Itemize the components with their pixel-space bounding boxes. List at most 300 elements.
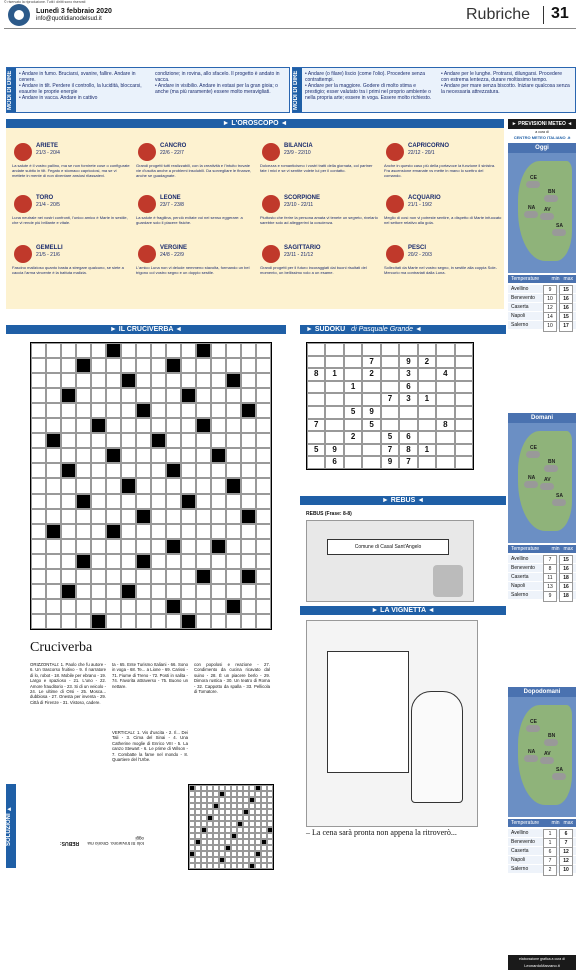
crossword-cell[interactable] [181,403,196,418]
crossword-cell[interactable] [256,343,271,358]
crossword-cell[interactable] [136,478,151,493]
crossword-cell[interactable] [211,584,226,599]
crossword-cell[interactable] [46,524,61,539]
crossword-cell[interactable] [196,614,211,629]
crossword-cell[interactable] [121,524,136,539]
crossword-cell[interactable] [256,478,271,493]
crossword-cell[interactable] [91,373,106,388]
crossword-cell[interactable] [61,418,76,433]
crossword-cell[interactable] [211,388,226,403]
sudoku-cell[interactable] [325,406,343,419]
crossword-cell[interactable] [166,539,181,554]
sudoku-cell[interactable] [307,381,325,394]
crossword-cell[interactable] [166,524,181,539]
crossword-cell[interactable] [241,614,256,629]
sudoku-cell[interactable] [307,343,325,356]
crossword-cell[interactable] [121,584,136,599]
crossword-cell[interactable] [46,584,61,599]
crossword-cell[interactable] [136,524,151,539]
crossword-cell[interactable] [61,509,76,524]
sudoku-cell[interactable] [455,406,473,419]
crossword-cell[interactable] [151,539,166,554]
sudoku-cell[interactable] [436,356,454,369]
crossword-cell[interactable] [136,463,151,478]
crossword-cell[interactable] [211,554,226,569]
crossword-cell[interactable] [256,433,271,448]
sudoku-cell[interactable] [418,456,436,469]
crossword-cell[interactable] [181,554,196,569]
crossword-cell[interactable] [196,388,211,403]
crossword-cell[interactable] [241,388,256,403]
crossword-cell[interactable] [76,524,91,539]
crossword-cell[interactable] [211,358,226,373]
crossword-cell[interactable] [241,418,256,433]
crossword-cell[interactable] [196,448,211,463]
crossword-cell[interactable] [106,343,121,358]
crossword-cell[interactable] [136,569,151,584]
crossword-cell[interactable] [181,614,196,629]
crossword-cell[interactable] [61,494,76,509]
crossword-cell[interactable] [256,509,271,524]
crossword-cell[interactable] [226,509,241,524]
sudoku-cell[interactable] [344,419,362,432]
crossword-cell[interactable] [136,418,151,433]
crossword-cell[interactable] [61,463,76,478]
crossword-cell[interactable] [181,448,196,463]
crossword-cell[interactable] [256,418,271,433]
crossword-cell[interactable] [196,373,211,388]
crossword-cell[interactable] [226,599,241,614]
crossword-cell[interactable] [181,569,196,584]
crossword-cell[interactable] [46,494,61,509]
crossword-cell[interactable] [31,403,46,418]
crossword-cell[interactable] [76,448,91,463]
crossword-cell[interactable] [106,599,121,614]
crossword-cell[interactable] [226,539,241,554]
crossword-cell[interactable] [211,463,226,478]
crossword-cell[interactable] [76,373,91,388]
sudoku-cell[interactable] [362,381,380,394]
sudoku-cell[interactable] [344,456,362,469]
crossword-cell[interactable] [151,478,166,493]
crossword-cell[interactable] [241,584,256,599]
sudoku-cell[interactable] [436,406,454,419]
crossword-cell[interactable] [61,554,76,569]
crossword-cell[interactable] [241,494,256,509]
crossword-cell[interactable] [106,539,121,554]
crossword-cell[interactable] [151,614,166,629]
crossword-cell[interactable] [211,509,226,524]
crossword-cell[interactable] [31,569,46,584]
crossword-cell[interactable] [226,569,241,584]
sudoku-cell[interactable] [362,431,380,444]
crossword-cell[interactable] [46,509,61,524]
sudoku-cell[interactable] [307,356,325,369]
crossword-cell[interactable] [241,478,256,493]
crossword-cell[interactable] [241,448,256,463]
sudoku-cell[interactable] [381,368,399,381]
crossword-cell[interactable] [136,494,151,509]
crossword-cell[interactable] [241,524,256,539]
crossword-cell[interactable] [166,403,181,418]
crossword-cell[interactable] [256,524,271,539]
crossword-cell[interactable] [46,569,61,584]
crossword-cell[interactable] [226,448,241,463]
crossword-cell[interactable] [256,373,271,388]
crossword-cell[interactable] [121,478,136,493]
header-email[interactable]: info@quotidianodelsud.it [36,16,102,22]
sudoku-cell[interactable] [362,444,380,457]
crossword-cell[interactable] [121,358,136,373]
crossword-cell[interactable] [31,418,46,433]
crossword-cell[interactable] [76,494,91,509]
crossword-cell[interactable] [181,584,196,599]
crossword-cell[interactable] [91,509,106,524]
crossword-cell[interactable] [211,418,226,433]
crossword-cell[interactable] [76,584,91,599]
crossword-cell[interactable] [121,463,136,478]
sudoku-cell[interactable] [307,406,325,419]
crossword-cell[interactable] [226,388,241,403]
crossword-cell[interactable] [61,569,76,584]
crossword-cell[interactable] [121,403,136,418]
crossword-cell[interactable] [121,539,136,554]
crossword-cell[interactable] [91,418,106,433]
crossword-cell[interactable] [106,524,121,539]
sudoku-cell[interactable] [325,393,343,406]
crossword-cell[interactable] [106,478,121,493]
crossword-cell[interactable] [91,494,106,509]
crossword-cell[interactable] [136,358,151,373]
crossword-cell[interactable] [211,494,226,509]
crossword-cell[interactable] [166,614,181,629]
crossword-cell[interactable] [31,539,46,554]
crossword-cell[interactable] [196,463,211,478]
crossword-cell[interactable] [31,478,46,493]
crossword-cell[interactable] [76,463,91,478]
crossword-cell[interactable] [196,418,211,433]
crossword-cell[interactable] [76,569,91,584]
crossword-cell[interactable] [46,358,61,373]
crossword-cell[interactable] [196,403,211,418]
crossword-cell[interactable] [181,539,196,554]
crossword-cell[interactable] [256,569,271,584]
crossword-cell[interactable] [106,554,121,569]
crossword-cell[interactable] [46,388,61,403]
crossword-cell[interactable] [151,584,166,599]
crossword-cell[interactable] [211,448,226,463]
crossword-cell[interactable] [196,433,211,448]
crossword-cell[interactable] [196,524,211,539]
crossword-cell[interactable] [31,509,46,524]
crossword-cell[interactable] [46,433,61,448]
crossword-cell[interactable] [46,343,61,358]
sudoku-cell[interactable] [455,456,473,469]
sudoku-cell[interactable] [344,393,362,406]
crossword-cell[interactable] [226,554,241,569]
crossword-cell[interactable] [61,403,76,418]
crossword-cell[interactable] [166,388,181,403]
crossword-cell[interactable] [226,524,241,539]
crossword-cell[interactable] [166,509,181,524]
crossword-cell[interactable] [211,539,226,554]
crossword-cell[interactable] [151,448,166,463]
crossword-cell[interactable] [31,433,46,448]
crossword-cell[interactable] [151,569,166,584]
sudoku-cell[interactable] [325,356,343,369]
crossword-cell[interactable] [91,433,106,448]
sudoku-cell[interactable] [344,356,362,369]
sudoku-cell[interactable] [418,406,436,419]
crossword-cell[interactable] [106,403,121,418]
sudoku-cell[interactable] [381,406,399,419]
crossword-cell[interactable] [91,403,106,418]
crossword-cell[interactable] [46,614,61,629]
sudoku-cell[interactable] [455,356,473,369]
sudoku-cell[interactable] [325,343,343,356]
crossword-cell[interactable] [31,614,46,629]
crossword-cell[interactable] [181,418,196,433]
sudoku-cell[interactable] [455,419,473,432]
sudoku-cell[interactable] [455,444,473,457]
crossword-cell[interactable] [106,494,121,509]
crossword-cell[interactable] [76,599,91,614]
crossword-cell[interactable] [166,358,181,373]
crossword-cell[interactable] [181,373,196,388]
crossword-cell[interactable] [196,478,211,493]
crossword-cell[interactable] [46,373,61,388]
crossword-cell[interactable] [241,509,256,524]
crossword-cell[interactable] [106,448,121,463]
crossword-cell[interactable] [211,478,226,493]
crossword-cell[interactable] [166,463,181,478]
crossword-cell[interactable] [91,343,106,358]
crossword-cell[interactable] [241,599,256,614]
crossword-cell[interactable] [256,599,271,614]
crossword-cell[interactable] [211,599,226,614]
crossword-cell[interactable] [106,569,121,584]
crossword-cell[interactable] [46,418,61,433]
crossword-cell[interactable] [91,478,106,493]
crossword-cell[interactable] [76,509,91,524]
crossword-cell[interactable] [31,494,46,509]
crossword-cell[interactable] [46,539,61,554]
crossword-cell[interactable] [136,614,151,629]
crossword-cell[interactable] [61,539,76,554]
crossword-cell[interactable] [151,343,166,358]
crossword-cell[interactable] [61,584,76,599]
crossword-cell[interactable] [256,388,271,403]
crossword-cell[interactable] [136,448,151,463]
sudoku-grid[interactable] [306,342,474,470]
crossword-cell[interactable] [211,433,226,448]
sudoku-cell[interactable] [418,431,436,444]
crossword-cell[interactable] [46,403,61,418]
crossword-cell[interactable] [76,418,91,433]
crossword-cell[interactable] [166,478,181,493]
crossword-cell[interactable] [136,599,151,614]
crossword-cell[interactable] [151,388,166,403]
crossword-cell[interactable] [241,539,256,554]
crossword-cell[interactable] [151,554,166,569]
crossword-cell[interactable] [136,433,151,448]
crossword-cell[interactable] [61,448,76,463]
crossword-cell[interactable] [46,554,61,569]
sudoku-cell[interactable] [362,393,380,406]
crossword-cell[interactable] [166,433,181,448]
crossword-cell[interactable] [106,373,121,388]
crossword-cell[interactable] [106,463,121,478]
crossword-cell[interactable] [76,478,91,493]
crossword-cell[interactable] [166,343,181,358]
crossword-cell[interactable] [121,373,136,388]
crossword-cell[interactable] [256,584,271,599]
crossword-cell[interactable] [91,554,106,569]
sudoku-cell[interactable] [436,343,454,356]
sudoku-cell[interactable] [455,431,473,444]
crossword-cell[interactable] [226,403,241,418]
sudoku-cell[interactable] [344,368,362,381]
crossword-cell[interactable] [91,539,106,554]
crossword-cell[interactable] [151,509,166,524]
crossword-cell[interactable] [136,373,151,388]
sudoku-cell[interactable] [436,381,454,394]
crossword-cell[interactable] [136,539,151,554]
crossword-cell[interactable] [196,569,211,584]
sudoku-cell[interactable] [436,393,454,406]
sudoku-cell[interactable] [436,444,454,457]
crossword-cell[interactable] [121,554,136,569]
crossword-cell[interactable] [31,524,46,539]
crossword-cell[interactable] [136,554,151,569]
crossword-cell[interactable] [76,539,91,554]
crossword-cell[interactable] [91,463,106,478]
crossword-cell[interactable] [61,524,76,539]
crossword-cell[interactable] [166,569,181,584]
crossword-cell[interactable] [196,554,211,569]
crossword-cell[interactable] [256,494,271,509]
sudoku-cell[interactable] [418,368,436,381]
sudoku-cell[interactable] [455,368,473,381]
crossword-cell[interactable] [31,388,46,403]
crossword-cell[interactable] [241,554,256,569]
crossword-cell[interactable] [181,433,196,448]
sudoku-cell[interactable] [325,419,343,432]
crossword-cell[interactable] [196,509,211,524]
crossword-cell[interactable] [31,358,46,373]
crossword-cell[interactable] [151,373,166,388]
crossword-cell[interactable] [61,614,76,629]
meteo-footer2[interactable]: LeonardoMarzano.it [508,962,576,970]
crossword-cell[interactable] [241,569,256,584]
crossword-cell[interactable] [181,599,196,614]
sudoku-cell[interactable] [381,419,399,432]
crossword-cell[interactable] [121,418,136,433]
crossword-cell[interactable] [106,433,121,448]
sudoku-cell[interactable] [307,393,325,406]
crossword-cell[interactable] [76,614,91,629]
sudoku-cell[interactable] [455,393,473,406]
crossword-cell[interactable] [31,584,46,599]
crossword-cell[interactable] [46,463,61,478]
crossword-cell[interactable] [256,358,271,373]
sudoku-cell[interactable] [344,444,362,457]
crossword-cell[interactable] [226,463,241,478]
sudoku-cell[interactable] [325,381,343,394]
crossword-cell[interactable] [241,463,256,478]
cruciverba-grid[interactable] [30,342,272,630]
crossword-cell[interactable] [106,584,121,599]
crossword-cell[interactable] [151,418,166,433]
crossword-cell[interactable] [121,448,136,463]
crossword-cell[interactable] [226,584,241,599]
crossword-cell[interactable] [61,343,76,358]
crossword-cell[interactable] [151,433,166,448]
crossword-cell[interactable] [226,478,241,493]
crossword-cell[interactable] [151,463,166,478]
crossword-cell[interactable] [196,358,211,373]
crossword-cell[interactable] [76,554,91,569]
crossword-cell[interactable] [181,358,196,373]
sudoku-cell[interactable] [325,431,343,444]
crossword-cell[interactable] [196,539,211,554]
crossword-cell[interactable] [256,448,271,463]
sudoku-cell[interactable] [399,419,417,432]
crossword-cell[interactable] [256,614,271,629]
crossword-cell[interactable] [151,403,166,418]
crossword-cell[interactable] [121,343,136,358]
crossword-cell[interactable] [166,599,181,614]
sudoku-cell[interactable] [436,456,454,469]
crossword-cell[interactable] [151,358,166,373]
crossword-cell[interactable] [61,478,76,493]
crossword-cell[interactable] [181,524,196,539]
crossword-cell[interactable] [211,524,226,539]
crossword-cell[interactable] [61,433,76,448]
crossword-cell[interactable] [136,343,151,358]
crossword-cell[interactable] [181,509,196,524]
crossword-cell[interactable] [31,463,46,478]
crossword-cell[interactable] [136,584,151,599]
sudoku-cell[interactable] [344,343,362,356]
crossword-cell[interactable] [196,494,211,509]
crossword-cell[interactable] [211,403,226,418]
sudoku-cell[interactable] [455,381,473,394]
crossword-cell[interactable] [121,509,136,524]
crossword-cell[interactable] [121,388,136,403]
crossword-cell[interactable] [181,463,196,478]
crossword-cell[interactable] [121,614,136,629]
sudoku-cell[interactable] [455,343,473,356]
crossword-cell[interactable] [106,418,121,433]
crossword-cell[interactable] [136,388,151,403]
crossword-cell[interactable] [91,599,106,614]
crossword-cell[interactable] [91,388,106,403]
sudoku-cell[interactable] [399,343,417,356]
crossword-cell[interactable] [91,614,106,629]
sudoku-cell[interactable] [362,456,380,469]
crossword-cell[interactable] [211,373,226,388]
crossword-cell[interactable] [136,403,151,418]
crossword-cell[interactable] [226,373,241,388]
crossword-cell[interactable] [226,343,241,358]
crossword-cell[interactable] [166,554,181,569]
crossword-cell[interactable] [136,509,151,524]
crossword-cell[interactable] [91,584,106,599]
crossword-cell[interactable] [196,584,211,599]
crossword-cell[interactable] [61,599,76,614]
crossword-cell[interactable] [91,358,106,373]
